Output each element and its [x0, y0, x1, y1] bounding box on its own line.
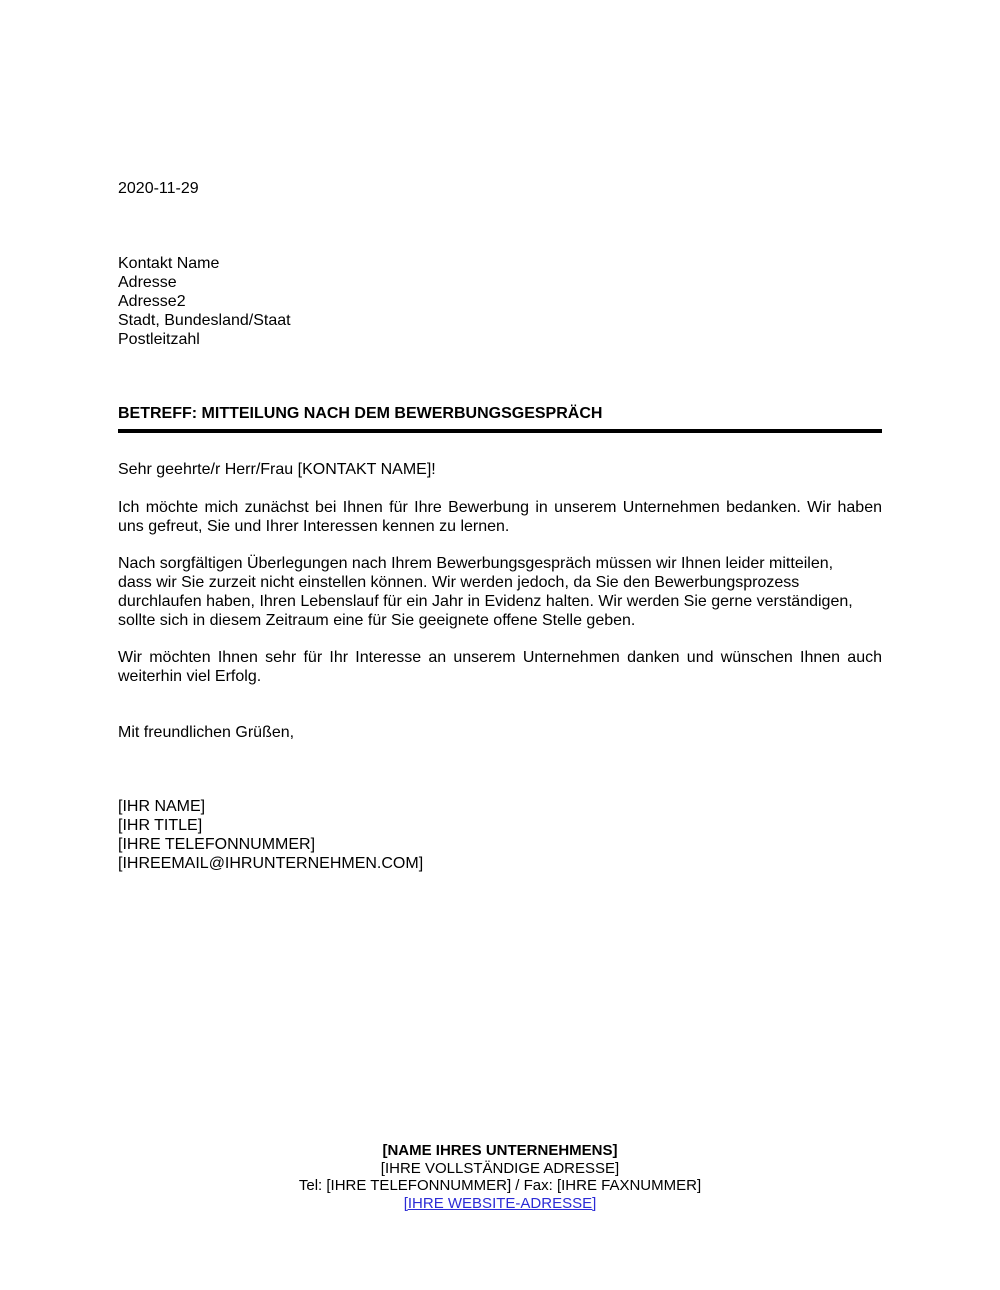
paragraph-line: Wir möchten Ihnen sehr für Ihr Interesse an unserem Unternehmen danken und wünschen Ihnen auch — [118, 649, 882, 666]
body-paragraph-2 — [118, 554, 882, 630]
paragraph-line: Nach sorgfältigen Überlegungen nach Ihrem Bewerbungsgespräch müssen wir Ihnen leider mitteilen, — [118, 555, 834, 572]
footer-address: [IHRE VOLLSTÄNDIGE ADRESSE] — [380, 1159, 620, 1177]
body-paragraph-3 — [118, 648, 882, 686]
closing: Mit freundlichen Grüßen, — [118, 724, 295, 741]
paragraph-line: dass wir Sie zurzeit nicht einstellen können. Wir werden jedoch, da Sie den Bewerbungsprozess — [118, 574, 800, 591]
company-footer — [0, 1142, 1000, 1212]
salutation: Sehr geehrte/r Herr/Frau [KONTAKT NAME]! — [118, 461, 436, 478]
paragraph-line: uns gefreut, Sie und Ihrer Interessen kennen zu lernen. — [118, 518, 510, 535]
recipient-city-state: Stadt, Bundesland/Staat — [118, 312, 291, 329]
paragraph-line: durchlaufen haben, Ihren Lebenslauf für ein Jahr in Evidenz halten. Wir werden Sie gerne verständigen, — [118, 593, 853, 610]
paragraph-line: Ich möchte mich zunächst bei Ihnen für Ihre Bewerbung in unserem Unternehmen bedanken. Wir haben — [118, 499, 882, 516]
paragraph-line: weiterhin viel Erfolg. — [118, 668, 262, 685]
sender-title: [IHR TITLE] — [118, 817, 203, 834]
sender-phone: [IHRE TELEFONNUMMER] — [118, 836, 316, 853]
recipient-postal-code: Postleitzahl — [118, 331, 200, 348]
recipient-address — [118, 254, 882, 349]
sender-email: [IHREEMAIL@IHRUNTERNEHMEN.COM] — [118, 855, 424, 872]
letter-date: 2020-11-29 — [118, 180, 199, 197]
footer-contact: Tel: [IHRE TELEFONNUMMER] / Fax: [IHRE FAXNUMMER] — [298, 1177, 702, 1194]
recipient-address-line2: Adresse2 — [118, 293, 186, 310]
recipient-name: Kontakt Name — [118, 255, 220, 272]
sender-name: [IHR NAME] — [118, 798, 206, 815]
paragraph-line: sollte sich in diesem Zeitraum eine für Sie geeignete offene Stelle geben. — [118, 612, 636, 629]
body-paragraph-1 — [118, 498, 882, 536]
subject-line: BETREFF: MITTEILUNG NACH DEM BEWERBUNGSGESPRÄCH — [118, 405, 603, 422]
subject-divider — [118, 429, 882, 433]
footer-website-link[interactable]: [IHRE WEBSITE-ADRESSE] — [403, 1194, 597, 1212]
recipient-address-line1: Adresse — [118, 274, 177, 291]
footer-company-name: [NAME IHRES UNTERNEHMENS] — [382, 1142, 618, 1159]
signature-block — [118, 797, 882, 873]
